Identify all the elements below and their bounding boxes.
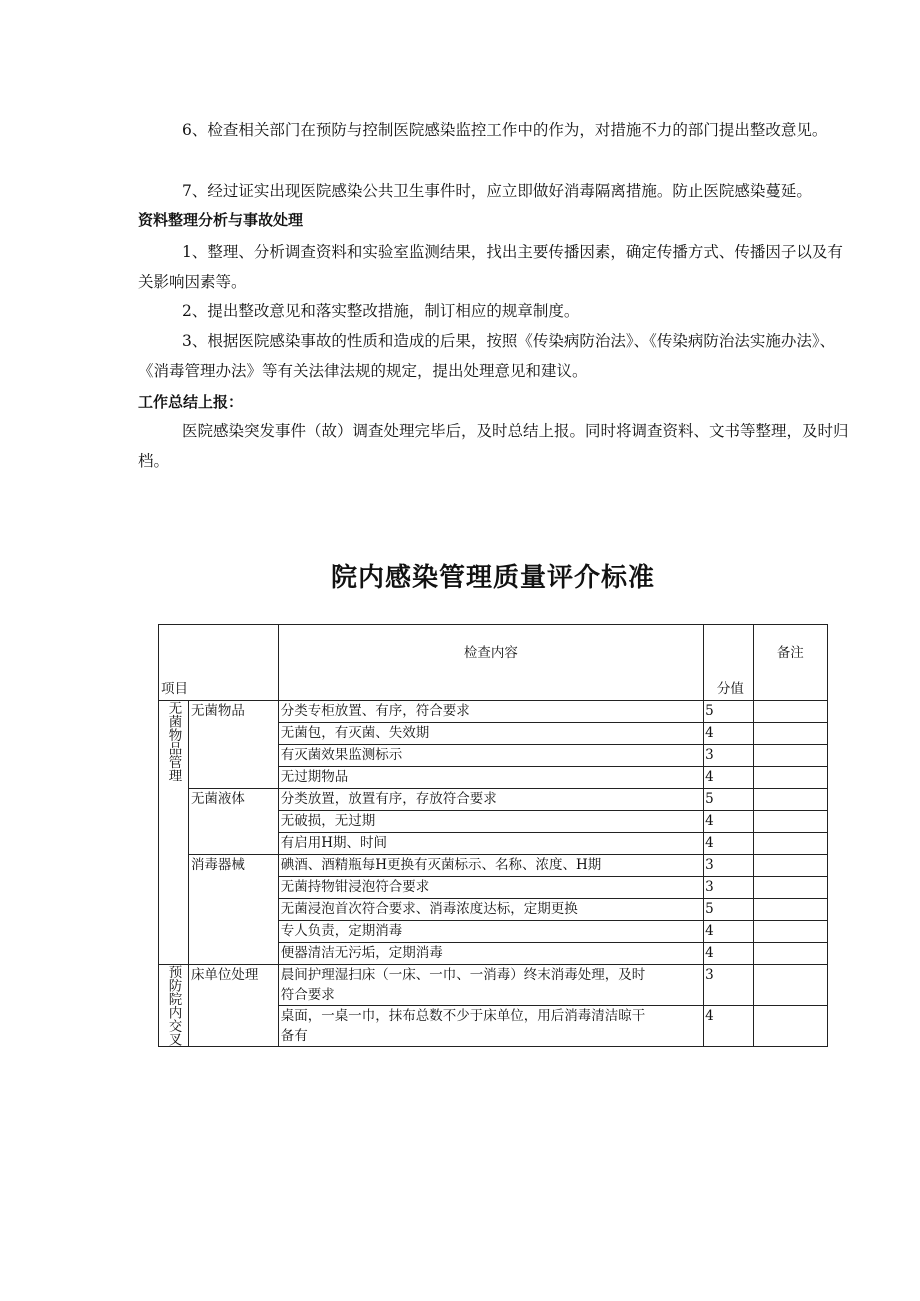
paragraph-item-7: 7、经过证实出现医院感染公共卫生事件时，应立即做好消毒隔离措施。防止医院感染蔓延。 <box>182 182 812 200</box>
score-cell: 3 <box>704 855 754 877</box>
paragraph-analysis-1: 1、整理、分析调查资料和实验室监测结果，找出主要传播因素，确定传播方式、传播因子以及有关影响因素等。 <box>138 243 843 291</box>
note-cell <box>753 965 827 1006</box>
note-cell <box>753 767 827 789</box>
table-row <box>159 789 828 811</box>
table-header-row <box>159 625 828 701</box>
content-cell: 分类放置，放置有序，存放符合要求 <box>278 789 703 811</box>
content-cell: 碘酒、酒精瓶每H更换有灭菌标示、名称、浓度、H期 <box>278 855 703 877</box>
content-cell: 无破损，无过期 <box>278 811 703 833</box>
content-cell: 有灭菌效果监测标示 <box>278 745 703 767</box>
category-label: 无菌物品管理 <box>165 701 182 782</box>
score-cell: 4 <box>704 921 754 943</box>
score-cell: 4 <box>704 943 754 965</box>
score-cell: 4 <box>704 1006 754 1047</box>
group-cell-disinfection-instruments: 消毒器械 <box>188 855 278 965</box>
content-line: 晨间护理湿扫床（一床、一巾、一消毒）终末消毒处理，及时 <box>280 967 646 983</box>
group-cell-sterile-items: 无菌物品 <box>188 701 278 789</box>
score-cell: 4 <box>704 723 754 745</box>
content-cell <box>278 965 703 1006</box>
score-cell: 4 <box>704 767 754 789</box>
note-cell <box>753 789 827 811</box>
content-cell: 专人负责，定期消毒 <box>278 921 703 943</box>
document-title: 院内感染管理质量评介标准 <box>330 563 655 593</box>
table-row <box>159 965 828 1006</box>
score-cell: 5 <box>704 789 754 811</box>
content-cell: 无菌持物钳浸泡符合要求 <box>278 877 703 899</box>
content-line: 符合要求 <box>280 987 335 1003</box>
header-content: 检查内容 <box>278 625 703 701</box>
section-heading-summary-report: 工作总结上报： <box>138 393 244 411</box>
note-cell <box>753 899 827 921</box>
content-cell: 有启用H期、时间 <box>278 833 703 855</box>
category-cell-sterile-management <box>159 701 189 965</box>
table-row <box>159 701 828 723</box>
group-cell-sterile-liquids: 无菌液体 <box>188 789 278 855</box>
header-project: 项目 <box>159 625 279 701</box>
evaluation-table <box>158 624 828 1047</box>
section-heading-data-analysis: 资料整理分析与事故处理 <box>138 211 304 229</box>
score-cell: 3 <box>704 965 754 1006</box>
note-cell <box>753 943 827 965</box>
content-cell: 无菌浸泡首次符合要求、消毒浓度达标，定期更换 <box>278 899 703 921</box>
score-cell: 4 <box>704 833 754 855</box>
score-cell: 5 <box>704 701 754 723</box>
category-label: 预防院内交叉 <box>165 965 182 1046</box>
note-cell <box>753 723 827 745</box>
table-row <box>159 855 828 877</box>
content-cell: 分类专柜放置、有序，符合要求 <box>278 701 703 723</box>
score-cell: 3 <box>704 877 754 899</box>
paragraph-analysis-3: 3、根据医院感染事故的性质和造成的后果，按照《传染病防治法》、《传染病防治法实施办法》、《消毒管理办法》等有关法律法规的规定，提出处理意见和建议。 <box>138 332 836 380</box>
note-cell <box>753 921 827 943</box>
note-cell <box>753 701 827 723</box>
score-cell: 4 <box>704 811 754 833</box>
note-cell <box>753 833 827 855</box>
content-cell: 无菌包，有灭菌、失效期 <box>278 723 703 745</box>
content-cell: 便器清洁无污垢，定期消毒 <box>278 943 703 965</box>
content-cell: 无过期物品 <box>278 767 703 789</box>
header-score: 分值 <box>704 625 754 701</box>
score-cell: 3 <box>704 745 754 767</box>
note-cell <box>753 811 827 833</box>
content-line: 桌面，一桌一巾，抹布总数不少于床单位，用后消毒清洁晾干 <box>280 1008 646 1024</box>
note-cell <box>753 855 827 877</box>
note-cell <box>753 1006 827 1047</box>
content-cell <box>278 1006 703 1047</box>
header-note: 备注 <box>753 625 827 701</box>
group-cell-bed-unit: 床单位处理 <box>188 965 278 1047</box>
note-cell <box>753 877 827 899</box>
paragraph-item-6: 6、检查相关部门在预防与控制医院感染监控工作中的作为，对措施不力的部门提出整改意见。 <box>182 121 828 139</box>
note-cell <box>753 745 827 767</box>
paragraph-summary: 医院感染突发事件（故）调查处理完毕后，及时总结上报。同时将调查资料、文书等整理，及时归档。 <box>138 422 849 470</box>
category-cell-cross-infection <box>159 965 189 1047</box>
score-cell: 5 <box>704 899 754 921</box>
content-line: 备有 <box>280 1028 308 1044</box>
paragraph-analysis-2: 2、提出整改意见和落实整改措施，制订相应的规章制度。 <box>182 302 580 320</box>
